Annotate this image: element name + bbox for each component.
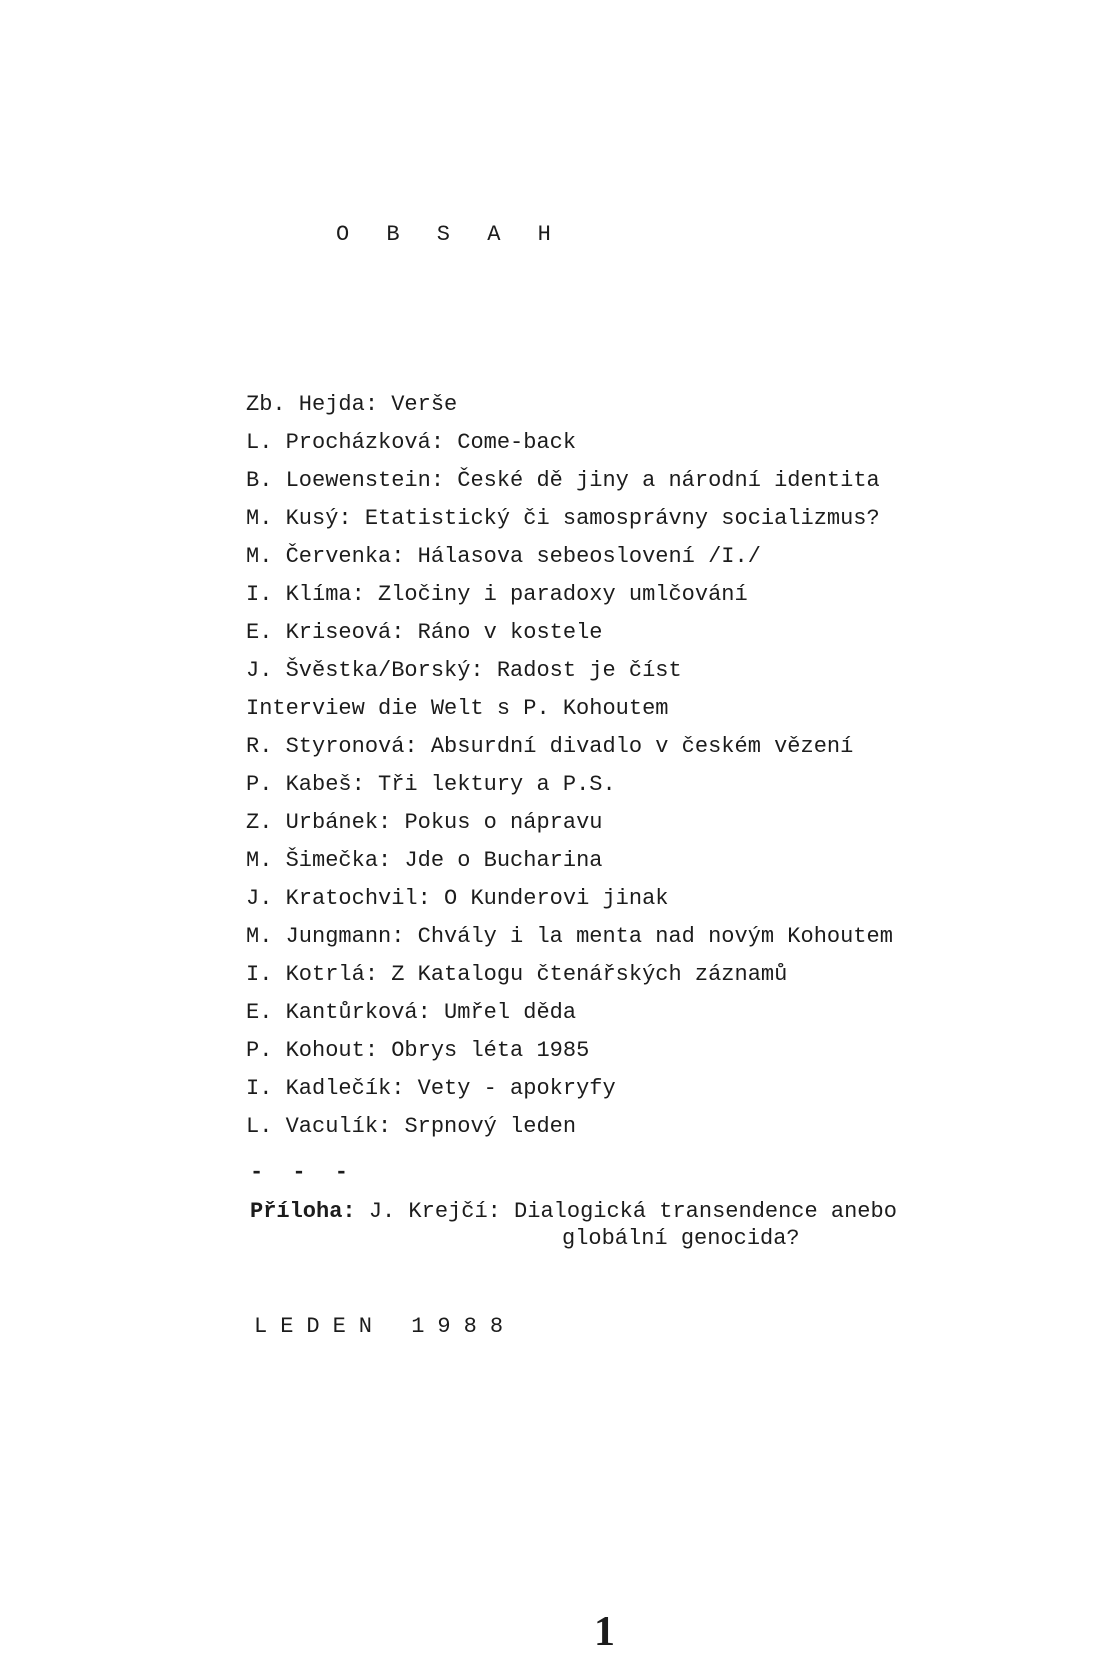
issue-date: LEDEN 1988: [254, 1314, 517, 1339]
toc-author: L. Procházková:: [246, 430, 445, 455]
toc-author: M. Červenka:: [246, 544, 405, 569]
toc-work: Pokus o nápravu: [404, 810, 603, 835]
toc-author: E. Kantůrková:: [246, 1000, 431, 1025]
toc-author: J. Kratochvil:: [246, 886, 431, 911]
toc-author: M. Jungmann:: [246, 924, 405, 949]
toc-work: Umřel děda: [444, 1000, 577, 1025]
toc-entry: [246, 386, 893, 424]
toc-work: Interview die Welt s P. Kohoutem: [246, 696, 669, 721]
appendix-label: Příloha:: [250, 1199, 356, 1224]
toc-work: Srpnový leden: [404, 1114, 577, 1139]
appendix-line-1: [250, 1198, 897, 1225]
toc-work: České dě jiny a národní identita: [457, 468, 880, 493]
toc-author: L. Vaculík:: [246, 1114, 392, 1139]
toc-work: Obrys léta 1985: [391, 1038, 590, 1063]
page-title: O B S A H: [336, 222, 563, 247]
appendix: [250, 1198, 897, 1252]
table-of-contents: [246, 386, 893, 1146]
toc-entry: [246, 462, 893, 500]
toc-entry: [246, 880, 893, 918]
separator-dashes: - - -: [250, 1160, 357, 1185]
toc-author: I. Klíma:: [246, 582, 365, 607]
toc-entry: [246, 1032, 893, 1070]
toc-entry: [246, 842, 893, 880]
toc-work: Etatistický či samosprávny socializmus?: [364, 506, 880, 531]
toc-author: M. Kusý:: [246, 506, 352, 531]
toc-work: Verše: [391, 392, 458, 417]
toc-entry: [246, 652, 893, 690]
toc-work: Come-back: [457, 430, 577, 455]
toc-entry: [246, 956, 893, 994]
toc-entry: [246, 804, 893, 842]
toc-author: Zb. Hejda:: [246, 392, 379, 417]
appendix-title-line-1: J. Krejčí: Dialogická transendence anebo: [368, 1199, 897, 1224]
toc-author: B. Loewenstein:: [246, 468, 445, 493]
page-number: 1: [594, 1609, 615, 1655]
toc-author: P. Kohout:: [246, 1038, 379, 1063]
toc-entry: [246, 918, 893, 956]
toc-work: Vety - apokryfy: [417, 1076, 616, 1101]
toc-author: Z. Urbánek:: [246, 810, 392, 835]
toc-entry: [246, 424, 893, 462]
appendix-title-line-2: globální genocida?: [562, 1226, 800, 1251]
toc-entry: [246, 614, 893, 652]
toc-author: J. Švěstka/Borský:: [246, 658, 484, 683]
toc-work: Ráno v kostele: [417, 620, 603, 645]
toc-entry: [246, 576, 893, 614]
toc-work: Radost je číst: [496, 658, 682, 683]
toc-author: I. Kadlečík:: [246, 1076, 405, 1101]
toc-author: M. Šimečka:: [246, 848, 392, 873]
toc-entry: [246, 538, 893, 576]
toc-work: Tři lektury a P.S.: [378, 772, 616, 797]
toc-work: Hálasova sebeoslovení /I./: [417, 544, 761, 569]
toc-entry: [246, 500, 893, 538]
toc-work: Absurdní divadlo v českém vězení: [430, 734, 854, 759]
toc-entry: [246, 728, 893, 766]
toc-work: Z Katalogu čtenářských záznamů: [391, 962, 788, 987]
toc-entry: [246, 1070, 893, 1108]
toc-entry: [246, 690, 893, 728]
toc-author: R. Styronová:: [246, 734, 418, 759]
toc-work: Chvály i la menta nad novým Kohoutem: [417, 924, 893, 949]
toc-entry: [246, 766, 893, 804]
toc-work: Zločiny i paradoxy umlčování: [378, 582, 748, 607]
toc-author: E. Kriseová:: [246, 620, 405, 645]
toc-author: I. Kotrlá:: [246, 962, 379, 987]
toc-work: O Kunderovi jinak: [444, 886, 669, 911]
toc-author: P. Kabeš:: [246, 772, 365, 797]
toc-entry: [246, 1108, 893, 1146]
toc-entry: [246, 994, 893, 1032]
toc-work: Jde o Bucharina: [404, 848, 603, 873]
